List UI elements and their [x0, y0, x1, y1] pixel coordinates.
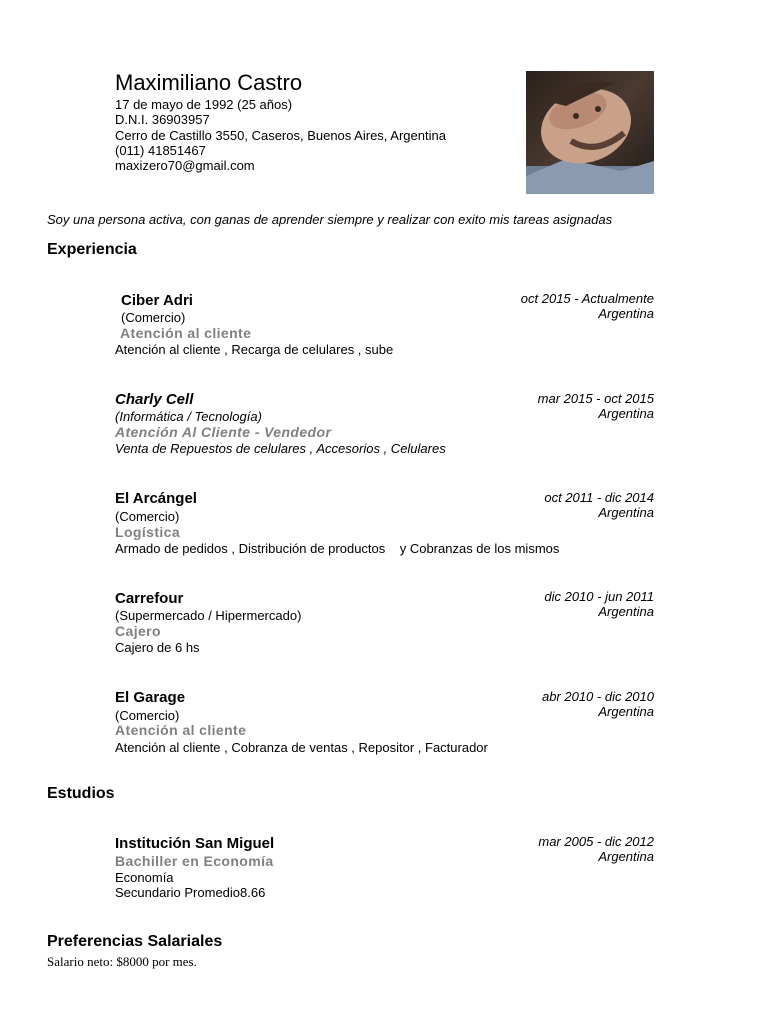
job-role: Atención al cliente [120, 325, 252, 341]
job-description: Cajero de 6 hs [115, 640, 200, 655]
profile-photo-image [526, 71, 654, 194]
study-location: Argentina [598, 849, 654, 864]
job-location: Argentina [598, 406, 654, 421]
study-field: Economía [115, 870, 174, 885]
email: maxizero70@gmail.com [115, 158, 255, 173]
address: Cerro de Castillo 3550, Caseros, Buenos Aires, Argentina [115, 128, 446, 143]
company-name: Charly Cell [115, 391, 194, 408]
job-location: Argentina [598, 704, 654, 719]
company-name: El Garage [115, 689, 186, 706]
company-name: Ciber Adri [121, 292, 193, 309]
job-role: Atención al cliente [115, 722, 247, 738]
candidate-name: Maximiliano Castro [115, 70, 303, 95]
job-role: Atención Al Cliente - Vendedor [115, 424, 332, 440]
company-sector: (Supermercado / Hipermercado) [115, 608, 302, 623]
job-description: Atención al cliente , Cobranza de ventas , Repositor , Facturador [115, 740, 488, 755]
salary-heading: Preferencias Salariales [47, 933, 223, 950]
company-sector: (Comercio) [115, 708, 180, 723]
experience-heading: Experiencia [47, 241, 137, 258]
birth-date: 17 de mayo de 1992 (25 años) [115, 97, 293, 112]
job-description: Armado de pedidos , Distribución de productos y Cobranzas de los mismos [115, 541, 560, 556]
company-name: Carrefour [115, 590, 184, 607]
job-location: Argentina [598, 505, 654, 520]
job-description: Venta de Repuestos de celulares , Accesorios , Celulares [115, 441, 446, 456]
profile-photo [526, 71, 654, 194]
education-heading: Estudios [47, 785, 115, 802]
institution-name: Institución San Miguel [115, 835, 275, 852]
degree: Bachiller en Economía [115, 853, 274, 869]
job-location: Argentina [598, 306, 654, 321]
company-sector: (Comercio) [115, 509, 180, 524]
job-dates: dic 2010 - jun 2011 [544, 589, 654, 604]
profile-summary: Soy una persona activa, con ganas de aprender siempre y realizar con exito mis tareas asignadas [47, 212, 613, 227]
company-name: El Arcángel [115, 490, 197, 507]
salary-text: Salario neto: $8000 por mes. [47, 954, 197, 969]
job-role: Logística [115, 524, 181, 540]
phone: (011) 41851467 [115, 143, 206, 158]
job-dates: mar 2015 - oct 2015 [537, 391, 654, 406]
job-description: Atención al cliente , Recarga de celulares , sube [115, 342, 394, 357]
job-dates: oct 2011 - dic 2014 [544, 490, 654, 505]
job-location: Argentina [598, 604, 654, 619]
company-sector: (Informática / Tecnología) [115, 409, 262, 424]
study-level: Secundario Promedio8.66 [115, 885, 266, 900]
study-dates: mar 2005 - dic 2012 [538, 834, 654, 849]
job-dates: oct 2015 - Actualmente [520, 291, 654, 306]
dni: D.N.I. 36903957 [115, 112, 210, 127]
company-sector: (Comercio) [121, 310, 186, 325]
job-role: Cajero [115, 623, 161, 639]
job-dates: abr 2010 - dic 2010 [541, 689, 654, 704]
